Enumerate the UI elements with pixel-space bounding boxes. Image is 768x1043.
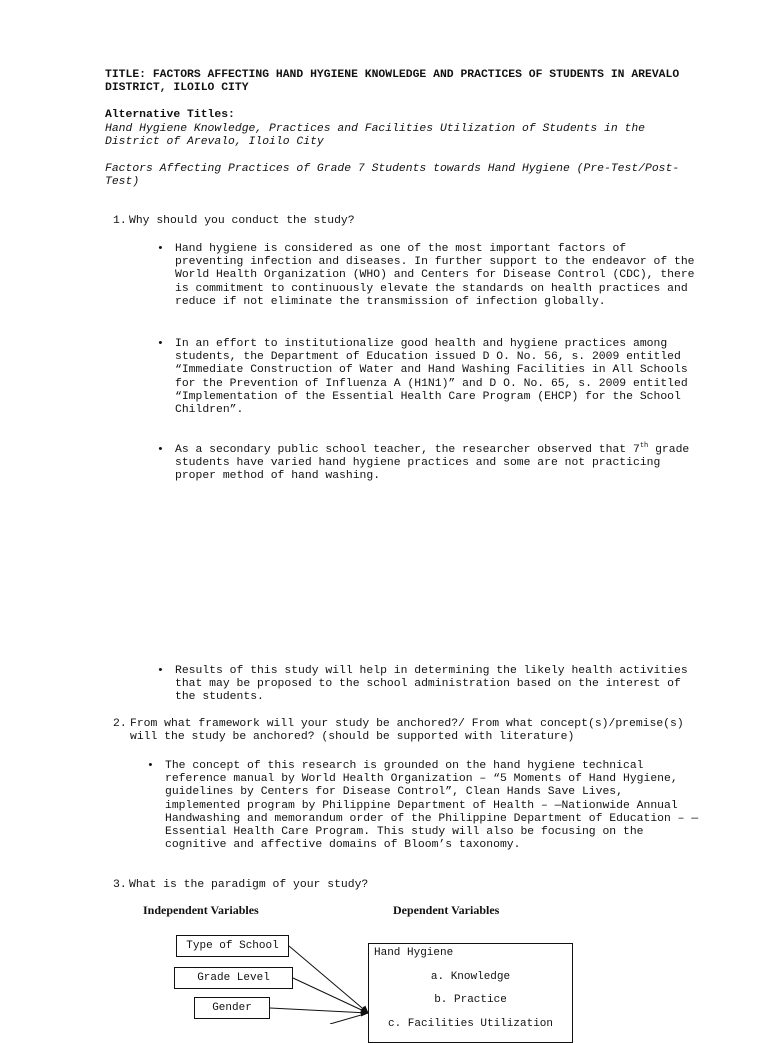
arrow-partial [330, 1013, 368, 1024]
arrow-gender [270, 1008, 368, 1013]
arrow-type-of-school [289, 946, 368, 1013]
variable-box-type-of-school: Type of School [176, 935, 289, 957]
dependent-variable-title: Hand Hygiene [374, 947, 454, 959]
alternative-title-2: Factors Affecting Practices of Grade 7 Students towards Hand Hygiene (Pre-Test/Post-Test) [105, 163, 680, 189]
bullet-icon: • [147, 760, 154, 772]
dependent-variables-heading: Dependent Variables [393, 903, 500, 917]
bullet-text: In an effort to institutionalize good health and hygiene practices among students, the Department of Education issued D O. No. 56, s. 2009 entitled “Immediate Construction of Water and Hand Washing Facilities in All Schools for the Prevention of Influenza A (H1N1)” and D O. No. 65, s. 2009 entitled “Implementation of the Essential Health Care Program (EHCP) for the School Children”. [175, 338, 688, 417]
bullet-icon: • [157, 444, 164, 456]
question-number: 2. [113, 718, 127, 730]
independent-variables-heading: Independent Variables [143, 903, 259, 917]
question-text: From what framework will your study be anchored?/ From what concept(s)/premise(s) will the study be anchored? (should be supported with literature) [130, 718, 684, 744]
dependent-item: a. Knowledge [430, 971, 511, 983]
question-number: 3. [113, 879, 127, 891]
bullet-text: Hand hygiene is considered as one of the most important factors of preventing infection and diseases. In further support to the endeavor of the World Health Organization (WHO) and Centers for Disease Control (CDC), there is commitment to continuously elevate the standards on health practices and reduce if not eliminate the transmission of infection globally. [175, 243, 695, 308]
question-text: Why should you conduct the study? [129, 215, 355, 227]
bullet-icon: • [157, 243, 164, 255]
alternative-title-1: Hand Hygiene Knowledge, Practices and Facilities Utilization of Students in the District of Arevalo, Iloilo City [105, 123, 646, 149]
variable-box-gender: Gender [194, 997, 270, 1019]
question-number: 1. [113, 215, 127, 227]
question-text: What is the paradigm of your study? [129, 879, 369, 891]
dependent-item: b. Practice [434, 994, 507, 1006]
document-title: TITLE: FACTORS AFFECTING HAND HYGIENE KNOWLEDGE AND PRACTICES OF STUDENTS IN AREVALO DISTRICT, ILOILO CITY [105, 69, 680, 95]
arrow-grade-level [293, 978, 368, 1013]
bullet-icon: • [157, 338, 164, 350]
dependent-item: c. Facilities Utilization [387, 1018, 554, 1030]
variable-box-grade-level: Grade Level [174, 967, 293, 989]
bullet-text: Results of this study will help in determining the likely health activities that may be proposed to the school administration based on the interest of the students. [175, 665, 688, 704]
bullet-text: The concept of this research is grounded on the hand hygiene technical reference manual by World Health Organization – “5 Moments of Hand Hygiene, guidelines by Centers for Disease Control”, Clean Hands Save Lives, implemented program by Philippine Department of Health – —Nationwide Annual Handwashing and memorandum order of the Philippine Department of Education – —Essential Health Care Program. This study will also be focusing on the cognitive and affective domains of Bloom’s taxonomy. [165, 760, 699, 852]
dependent-variable-box [368, 943, 573, 1043]
alternative-titles-heading: Alternative Titles: [105, 109, 235, 121]
bullet-text: As a secondary public school teacher, the researcher observed that 7th grade students have varied hand hygiene practices and some are not practicing proper method of hand washing. [175, 442, 690, 483]
bullet-icon: • [157, 665, 164, 677]
